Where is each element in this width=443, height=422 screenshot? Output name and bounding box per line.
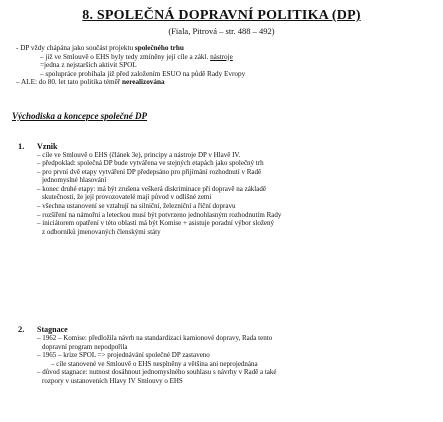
item-2-body bbox=[37, 334, 277, 386]
intro-line-1: - DP vždy chápána jako součást projektu společného trhu bbox=[16, 44, 184, 52]
item-1-line: – rozšíření na námořní a leteckou musí být potvrzeno jednohlasným rozhodnutím Rady bbox=[37, 210, 282, 219]
document-title: 8. SPOLEČNÁ DOPRAVNÍ POLITIKA (DP) bbox=[82, 8, 361, 23]
item-1-body bbox=[37, 151, 281, 237]
item-1-line: z odborníků jmenovaných členskými státy bbox=[42, 227, 161, 236]
item-1-line: – pro první dvě etapy vytváření DP předepsáno pro přijímání rozhodnutí v Radě bbox=[37, 167, 262, 176]
item-2-line: – cíle stanovené ve Smlouvě o EHS nesplněny a většina ani neprojednána bbox=[51, 359, 258, 368]
item-2-line: rozpory v ustanoveních Hlavy IV Smlouvy o EHS bbox=[42, 376, 183, 385]
intro-line-5: – ALE: do 80. let tato politika téměř nerealizována bbox=[16, 78, 165, 87]
item-1-line: – cíle ve Smlouvě o EHS (článek 3e), principy a nástroje DP v Hlavě IV. bbox=[37, 150, 241, 159]
intro-line-3: =jedna z nejstarších aktivit SPOL bbox=[40, 61, 137, 70]
item-1-heading: Vznik bbox=[37, 142, 58, 151]
item-1-line: jednomyslné hlasování bbox=[42, 176, 107, 185]
item-1-line: – předpoklad: společná DP bude vytvářena ve stejných etapách jako společný trh bbox=[37, 159, 264, 168]
item-1-number: 1. bbox=[18, 141, 25, 151]
intro-line-2: – již ve Smlouvě o EHS byly tedy zmíněny její cíle a zákl. nástroje bbox=[40, 52, 233, 61]
intro-line-4: – spolupráce probíhala již před založením ESUO na půdě Rady Evropy bbox=[40, 69, 246, 78]
item-2-line: dopravní program nepodpořila bbox=[42, 342, 128, 351]
item-2-number: 2. bbox=[18, 324, 25, 334]
item-2-line: – 1962 – Komise: předložila návrh na standardizaci kamionové dopravy, Rada tento bbox=[37, 334, 273, 342]
document-subtitle: (Fiala, Pitrová – str. 488 – 492) bbox=[168, 26, 275, 36]
item-1-line: – iniciátorem opatření v této oblasti má být Komise + asistuje poradní výbor složený bbox=[37, 219, 275, 228]
section-heading: Východiska a koncepce společné DP bbox=[12, 111, 147, 121]
item-2-line: – 1965 – krize SPOL => projednávání společné DP zastaveno bbox=[37, 351, 210, 360]
item-1-line: – konec druhé etapy: má být zrušena veškerá diskriminace při dopravě na základě bbox=[37, 184, 266, 193]
item-2-heading: Stagnace bbox=[37, 325, 68, 334]
item-2-line: – důvod stagnace: nutnost dosáhnout jednomyslného souhlasu s návrhy v Radě a také bbox=[37, 368, 277, 377]
item-1-line: – všechna ustanovení se vztahují na silniční, železniční a říční dopravu bbox=[37, 202, 236, 211]
item-1-line: skutečnosti, že její provozovatelé mají původ v odlišné zemi bbox=[42, 193, 212, 202]
